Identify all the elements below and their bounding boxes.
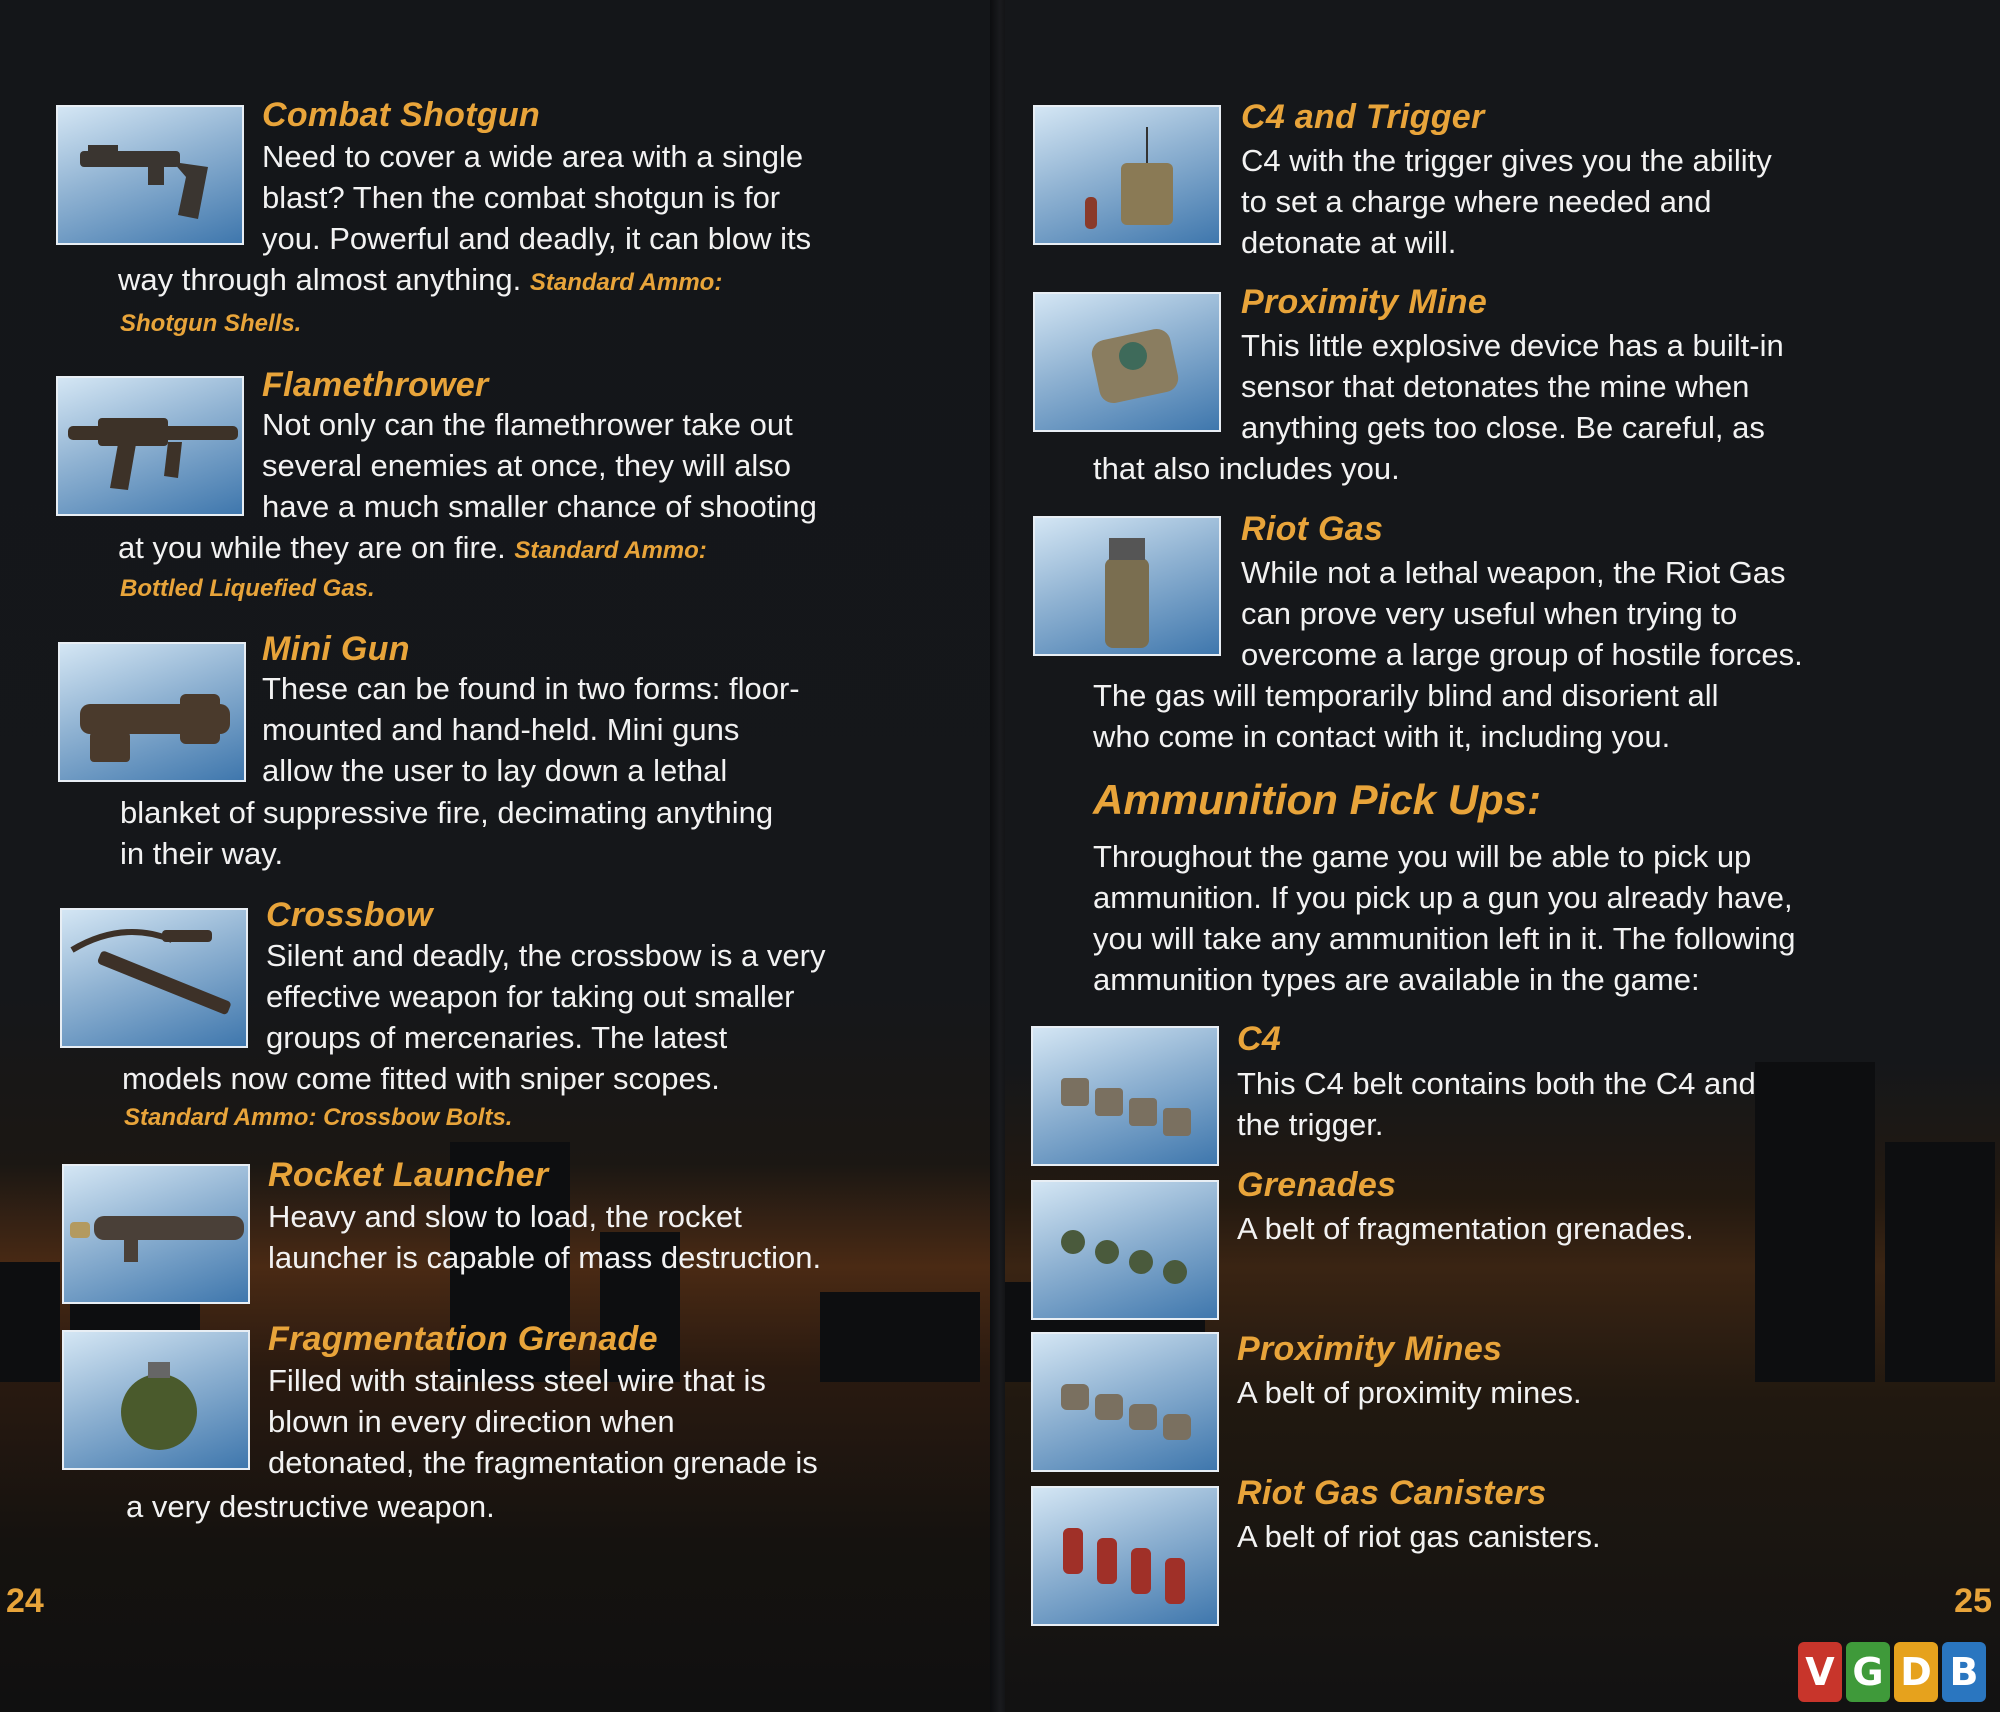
text-line: launcher is capable of mass destruction. [268,1240,822,1275]
entry-title: Proximity Mines [1237,1330,1503,1368]
text-line: overcome a large group of hostile forces. [1241,637,1803,672]
flamethrower-image [56,376,244,516]
text-line: Filled with stainless steel wire that is [268,1363,766,1398]
text-line: blast? Then the combat shotgun is for [262,180,781,215]
text-line: ammunition. If you pick up a gun you already have, [1093,880,1793,915]
text-line: A belt of fragmentation grenades. [1237,1211,1694,1246]
entry-title: C4 [1237,1020,1282,1058]
entry-text [118,527,707,571]
text-line: Heavy and slow to load, the rocket [268,1199,742,1234]
text-line: detonate at will. [1241,225,1457,260]
text-line: who come in contact with it, including you. [1093,719,1671,754]
entry-title: Crossbow [266,896,433,934]
text-line: detonated, the fragmentation grenade is [268,1445,818,1480]
c4-belt-image [1031,1026,1219,1166]
section-text [1093,836,1795,1000]
text-line: This C4 belt contains both the C4 and [1237,1066,1756,1101]
text-line: that also includes you. [1093,451,1400,486]
left-page [0,0,995,1712]
text-line: anything gets too close. Be careful, as [1241,410,1765,445]
grenades-belt-image [1031,1180,1219,1320]
text-line: While not a lethal weapon, the Riot Gas [1241,555,1786,590]
text-line: ammunition types are available in the game: [1093,962,1700,997]
text-line: A belt of proximity mines. [1237,1375,1582,1410]
entry-title: Mini Gun [262,630,410,668]
text-line: Need to cover a wide area with a single [262,139,804,174]
text-line: the trigger. [1237,1107,1384,1142]
entry-text [1093,675,1718,757]
riot-gas-canisters-belt-image [1031,1486,1219,1626]
entry-text [1241,325,1784,448]
entry-text [262,668,800,791]
text-line: sensor that detonates the mine when [1241,369,1750,404]
combat-shotgun-image [56,105,244,245]
text-line: at you while they are on fire. [118,530,506,565]
skyline-building [1755,1062,1875,1382]
proximity-mine-image [1033,292,1221,432]
standard-ammo-value: Shotgun Shells. [120,310,302,337]
text-line: you will take any ammunition left in it. The following [1093,921,1796,956]
entry-text [1241,552,1803,675]
entry-text [1093,448,1400,489]
vgdb-watermark [1798,1642,1986,1702]
text-line: models now come fitted with sniper scopes. [122,1061,720,1096]
section-heading: Ammunition Pick Ups: [1093,776,1542,823]
crossbow-image [60,908,248,1048]
entry-text [118,259,722,303]
text-line: blown in every direction when [268,1404,675,1439]
entry-text [266,935,825,1058]
entry-text [1237,1516,1601,1557]
text-line: mounted and hand-held. Mini guns [262,712,740,747]
text-line: allow the user to lay down a lethal [262,753,728,788]
text-line: groups of mercenaries. The latest [266,1020,728,1055]
entry-text [1241,140,1772,263]
watermark-letter: V [1798,1642,1842,1702]
riot-gas-image [1033,516,1221,656]
frag-grenade-image [62,1330,250,1470]
skyline-building [1885,1142,1995,1382]
entry-title: Proximity Mine [1241,283,1488,321]
text-line: in their way. [120,836,284,871]
entry-text [120,792,773,874]
standard-ammo-label: Standard Ammo: [514,537,707,564]
page-number: 24 [6,1582,44,1620]
skyline-building [0,1262,60,1382]
watermark-letter: B [1942,1642,1986,1702]
text-line: The gas will temporarily blind and disorient all [1093,678,1719,713]
standard-ammo: Standard Ammo: Crossbow Bolts. [124,1104,513,1131]
text-line: C4 with the trigger gives you the ability [1241,143,1772,178]
entry-text [126,1486,495,1527]
right-page [1005,0,2000,1712]
entry-title: Combat Shotgun [262,96,541,134]
c4-trigger-image [1033,105,1221,245]
standard-ammo-value: Bottled Liquefied Gas. [120,575,375,602]
proximity-mines-belt-image [1031,1332,1219,1472]
entry-title: Rocket Launcher [268,1156,549,1194]
text-line: can prove very useful when trying to [1241,596,1738,631]
entry-title: C4 and Trigger [1241,98,1485,136]
text-line: A belt of riot gas canisters. [1237,1519,1601,1554]
entry-title: Riot Gas [1241,510,1384,548]
text-line: This little explosive device has a built-in [1241,328,1784,363]
text-line: have a much smaller chance of shooting [262,489,817,524]
entry-title: Flamethrower [262,366,489,404]
entry-text [1237,1208,1694,1249]
standard-ammo-label: Standard Ammo: [529,269,723,296]
text-line: These can be found in two forms: floor- [262,671,800,706]
watermark-letter: D [1894,1642,1938,1702]
entry-title: Grenades [1237,1166,1397,1204]
mini-gun-image [58,642,246,782]
entry-text [1237,1372,1582,1413]
entry-title: Riot Gas Canisters [1237,1474,1547,1512]
entry-text [122,1058,720,1099]
text-line: a very destructive weapon. [126,1489,495,1524]
text-line: Not only can the flamethrower take out [262,407,793,442]
text-line: Throughout the game you will be able to pick up [1093,839,1752,874]
entry-text [268,1196,821,1278]
text-line: blanket of suppressive fire, decimating anything [120,795,774,830]
text-line: effective weapon for taking out smaller [266,979,795,1014]
text-line: several enemies at once, they will also [262,448,791,483]
skyline-building [820,1292,980,1382]
text-line: Silent and deadly, the crossbow is a very [266,938,826,973]
entry-text [1237,1063,1756,1145]
text-line: way through almost anything. [118,262,522,297]
entry-text [262,404,817,527]
watermark-letter: G [1846,1642,1890,1702]
text-line: you. Powerful and deadly, it can blow its [262,221,812,256]
entry-title: Fragmentation Grenade [268,1320,658,1358]
entry-text [262,136,811,259]
entry-text [268,1360,818,1483]
rocket-launcher-image [62,1164,250,1304]
page-number: 25 [1954,1582,1992,1620]
text-line: to set a charge where needed and [1241,184,1712,219]
